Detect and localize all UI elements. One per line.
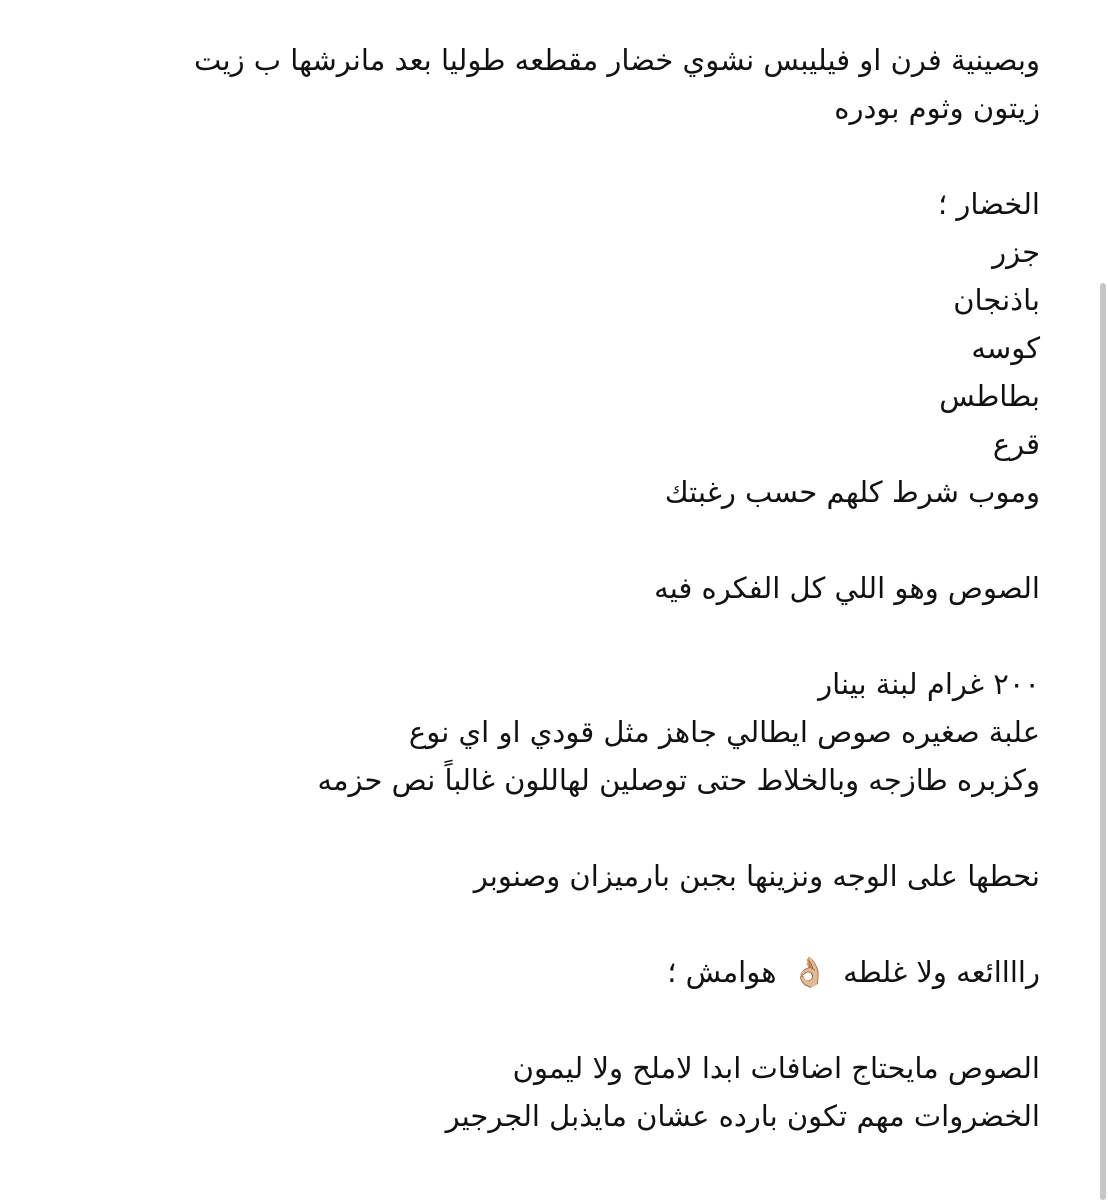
note-line: قرع [992,427,1040,461]
note-line: الصوص وهو اللي كل الفكره فيه [654,571,1040,605]
note-line: ٢٠٠ غرام لبنة بينار [818,667,1040,701]
note-line-emoji [0,948,1040,996]
note-line: الصوص مايحتاج اضافات ابدا لاملح ولا ليمون [512,1051,1040,1085]
note-line: زيتون وثوم بودره [834,91,1040,125]
note-emoji-text-after: هوامش ؛ [667,955,777,989]
blank-line [0,132,1040,180]
note-line: الخضروات مهم تكون بارده عشان مايذبل الجرجير [445,1099,1040,1133]
note-line: باذنجان [953,283,1040,317]
blank-line [0,996,1040,1044]
note-line: وكزبره طازجه وبالخلاط حتى توصلين لهاللون غالباً نص حزمه [317,763,1040,797]
blank-line [0,612,1040,660]
ok-hand-icon: 👌🏼 [791,955,828,989]
blank-line [0,804,1040,852]
note-line: كوسه [971,331,1040,365]
scrollbar-thumb[interactable] [1100,283,1106,1200]
note-line: علبة صغيره صوص ايطالي جاهز مثل قودي او اي نوع [408,715,1040,749]
note-emoji-text-before: راااائعه ولا غلطه [843,955,1040,989]
blank-line [0,900,1040,948]
note-line: الخضار ؛ [937,187,1040,221]
note-body[interactable] [0,36,1040,1140]
note-line: بطاطس [939,379,1040,413]
blank-line [0,516,1040,564]
note-line: وبصينية فرن او فيليبس نشوي خضار مقطعه طوليا بعد مانرشها ب زيت [194,43,1040,77]
note-line: جزر [992,235,1040,269]
note-line: نحطها على الوجه ونزينها بجبن بارميزان وصنوبر [473,859,1040,893]
note-line: وموب شرط كلهم حسب رغبتك [664,475,1040,509]
